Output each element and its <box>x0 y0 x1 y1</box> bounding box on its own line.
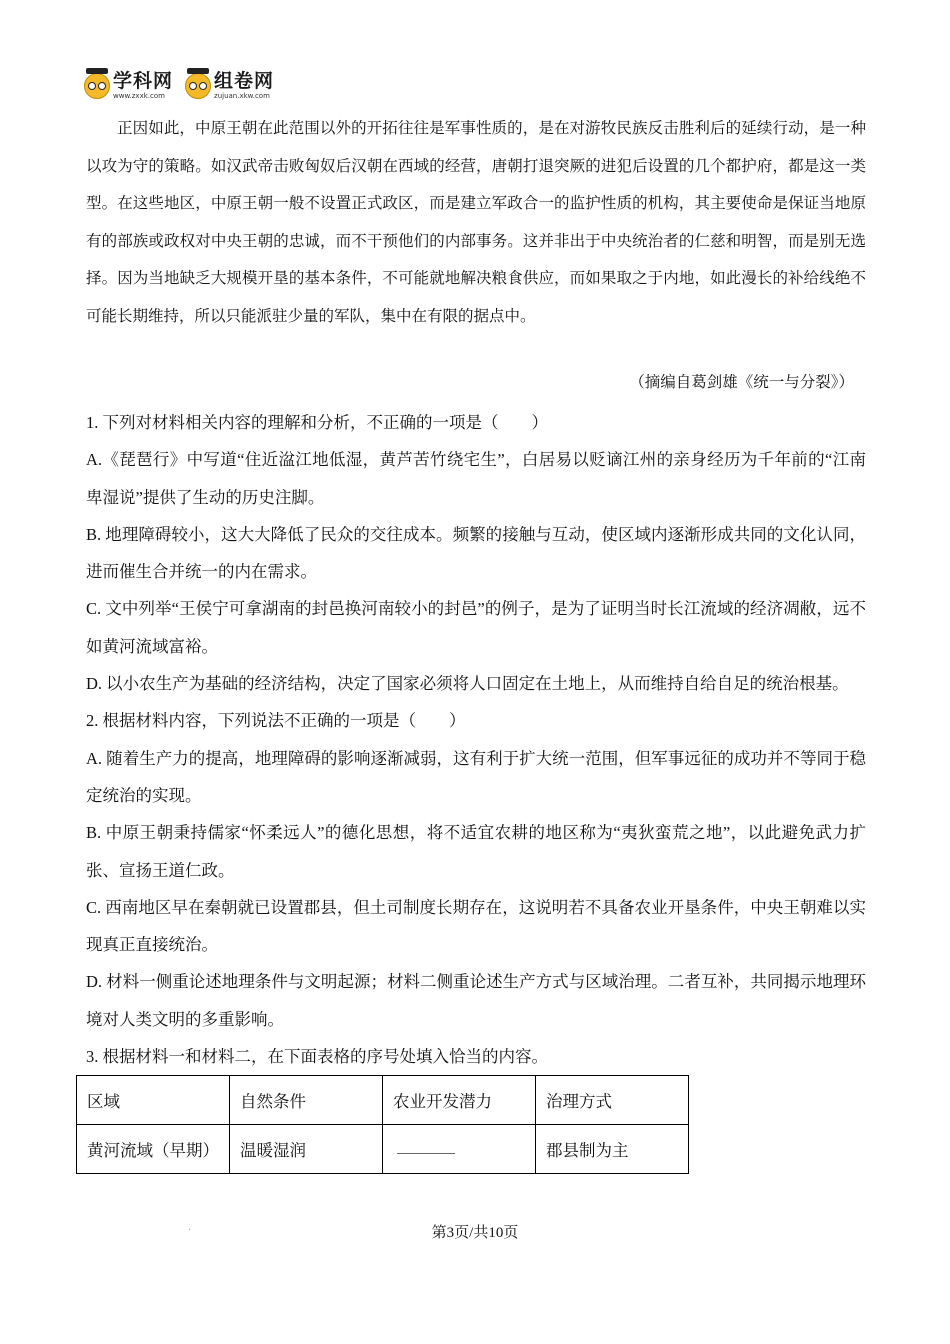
passage-source: （摘编自葛剑雄《统一与分裂》） <box>629 373 854 391</box>
footer-dot: . <box>188 1222 192 1233</box>
question-2-option-a: A. 随着生产力的提高，地理障碍的影响逐渐减弱，这有利于扩大统一范围，但军事远征的成功并不等同于稳定统治的实现。 <box>86 748 866 805</box>
table-header-cell: 治理方式 <box>536 1076 689 1125</box>
mascot-icon <box>84 73 110 99</box>
question-1-option-c: C. 文中列举“王侯宁可拿湖南的封邑换河南较小的封邑”的例子，是为了证明当时长江流域的经济凋敝，远不如黄河流域富裕。 <box>86 599 866 656</box>
mascot-icon <box>185 73 211 99</box>
answer-blank[interactable] <box>397 1141 455 1154</box>
header-logos <box>84 72 274 100</box>
table-row <box>77 1125 689 1174</box>
logo-url: zujuan.xkw.com <box>214 92 270 100</box>
page-number: 第3页/共10页 <box>431 1225 519 1241</box>
table-header-row <box>77 1076 689 1125</box>
table-header-cell: 区域 <box>77 1076 230 1125</box>
question-2-option-d: D. 材料一侧重论述地理条件与文明起源；材料二侧重论述生产方式与区域治理。二者互补，共同揭示地理环境对人类文明的多重影响。 <box>86 972 866 1029</box>
zxxk-logo[interactable] <box>84 72 173 100</box>
table-cell: 黄河流域（早期） <box>77 1125 230 1174</box>
passage-paragraph: 正因如此，中原王朝在此范围以外的开拓往往是军事性质的，是在对游牧民族反击胜利后的延续行动，是一种以攻为守的策略。如汉武帝击败匈奴后汉朝在西域的经营，唐朝打退突厥的进犯后设置的几个都护府，都是这一类型。在这些地区，中原王朝一般不设置正式政区，而是建立军政合一的监护性质的机构，其主要使命是保证当地原有的部族或政权对中央王朝的忠诚，而不干预他们的内部事务。这并非出于中央统治者的仁慈和明智，而是别无选择。因为当地缺乏大规模开垦的基本条件，不可能就地解决粮食供应，而如果取之于内地，如此漫长的补给线绝不可能长期维持，所以只能派驻少量的军队，集中在有限的据点中。 <box>86 119 866 325</box>
logo-name: 学科网 <box>113 70 174 92</box>
table-cell: 郡县制为主 <box>536 1125 689 1174</box>
questions-area <box>86 404 866 1075</box>
table-header-cell: 农业开发潜力 <box>383 1076 536 1125</box>
logo-name: 组卷网 <box>214 70 275 92</box>
reading-passage <box>86 110 866 335</box>
question-1-option-b: B. 地理障碍较小，这大大降低了民众的交往成本。频繁的接触与互动，使区域内逐渐形成共同的文化认同，进而催生合并统一的内在需求。 <box>86 524 866 582</box>
question-2-option-c: C. 西南地区早在秦朝就已设置郡县，但土司制度长期存在，这说明若不具备农业开垦条件，中央王朝难以实现真正直接统治。 <box>86 897 866 955</box>
question-2-stem: 2. 根据材料内容，下列说法不正确的一项是（ ） <box>86 711 466 731</box>
logo-url: www.zxxk.com <box>113 92 165 100</box>
question-1-stem: 1. 下列对材料相关内容的理解和分析，不正确的一项是（ ） <box>86 413 548 432</box>
table-cell: 温暖湿润 <box>230 1125 383 1174</box>
table-cell-blank[interactable] <box>383 1125 536 1174</box>
zujuan-logo[interactable] <box>185 72 274 100</box>
question-2-option-b: B. 中原王朝秉持儒家“怀柔远人”的德化思想，将不适宜农耕的地区称为“夷狄蛮荒之地”，以此避免武力扩张、宣扬王道仁政。 <box>86 823 866 880</box>
question-1-option-d: D. 以小农生产为基础的经济结构，决定了国家必须将人口固定在土地上，从而维持自给自足的统治根基。 <box>86 674 849 694</box>
question-1-option-a: A.《琵琶行》中写道“住近湓江地低湿，黄芦苦竹绕宅生”，白居易以贬谪江州的亲身经历为千年前的“江南卑湿说”提供了生动的历史注脚。 <box>86 450 866 507</box>
question-3-stem: 3. 根据材料一和材料二，在下面表格的序号处填入恰当的内容。 <box>86 1047 548 1067</box>
answer-table <box>76 1075 689 1174</box>
table-header-cell: 自然条件 <box>230 1076 383 1125</box>
